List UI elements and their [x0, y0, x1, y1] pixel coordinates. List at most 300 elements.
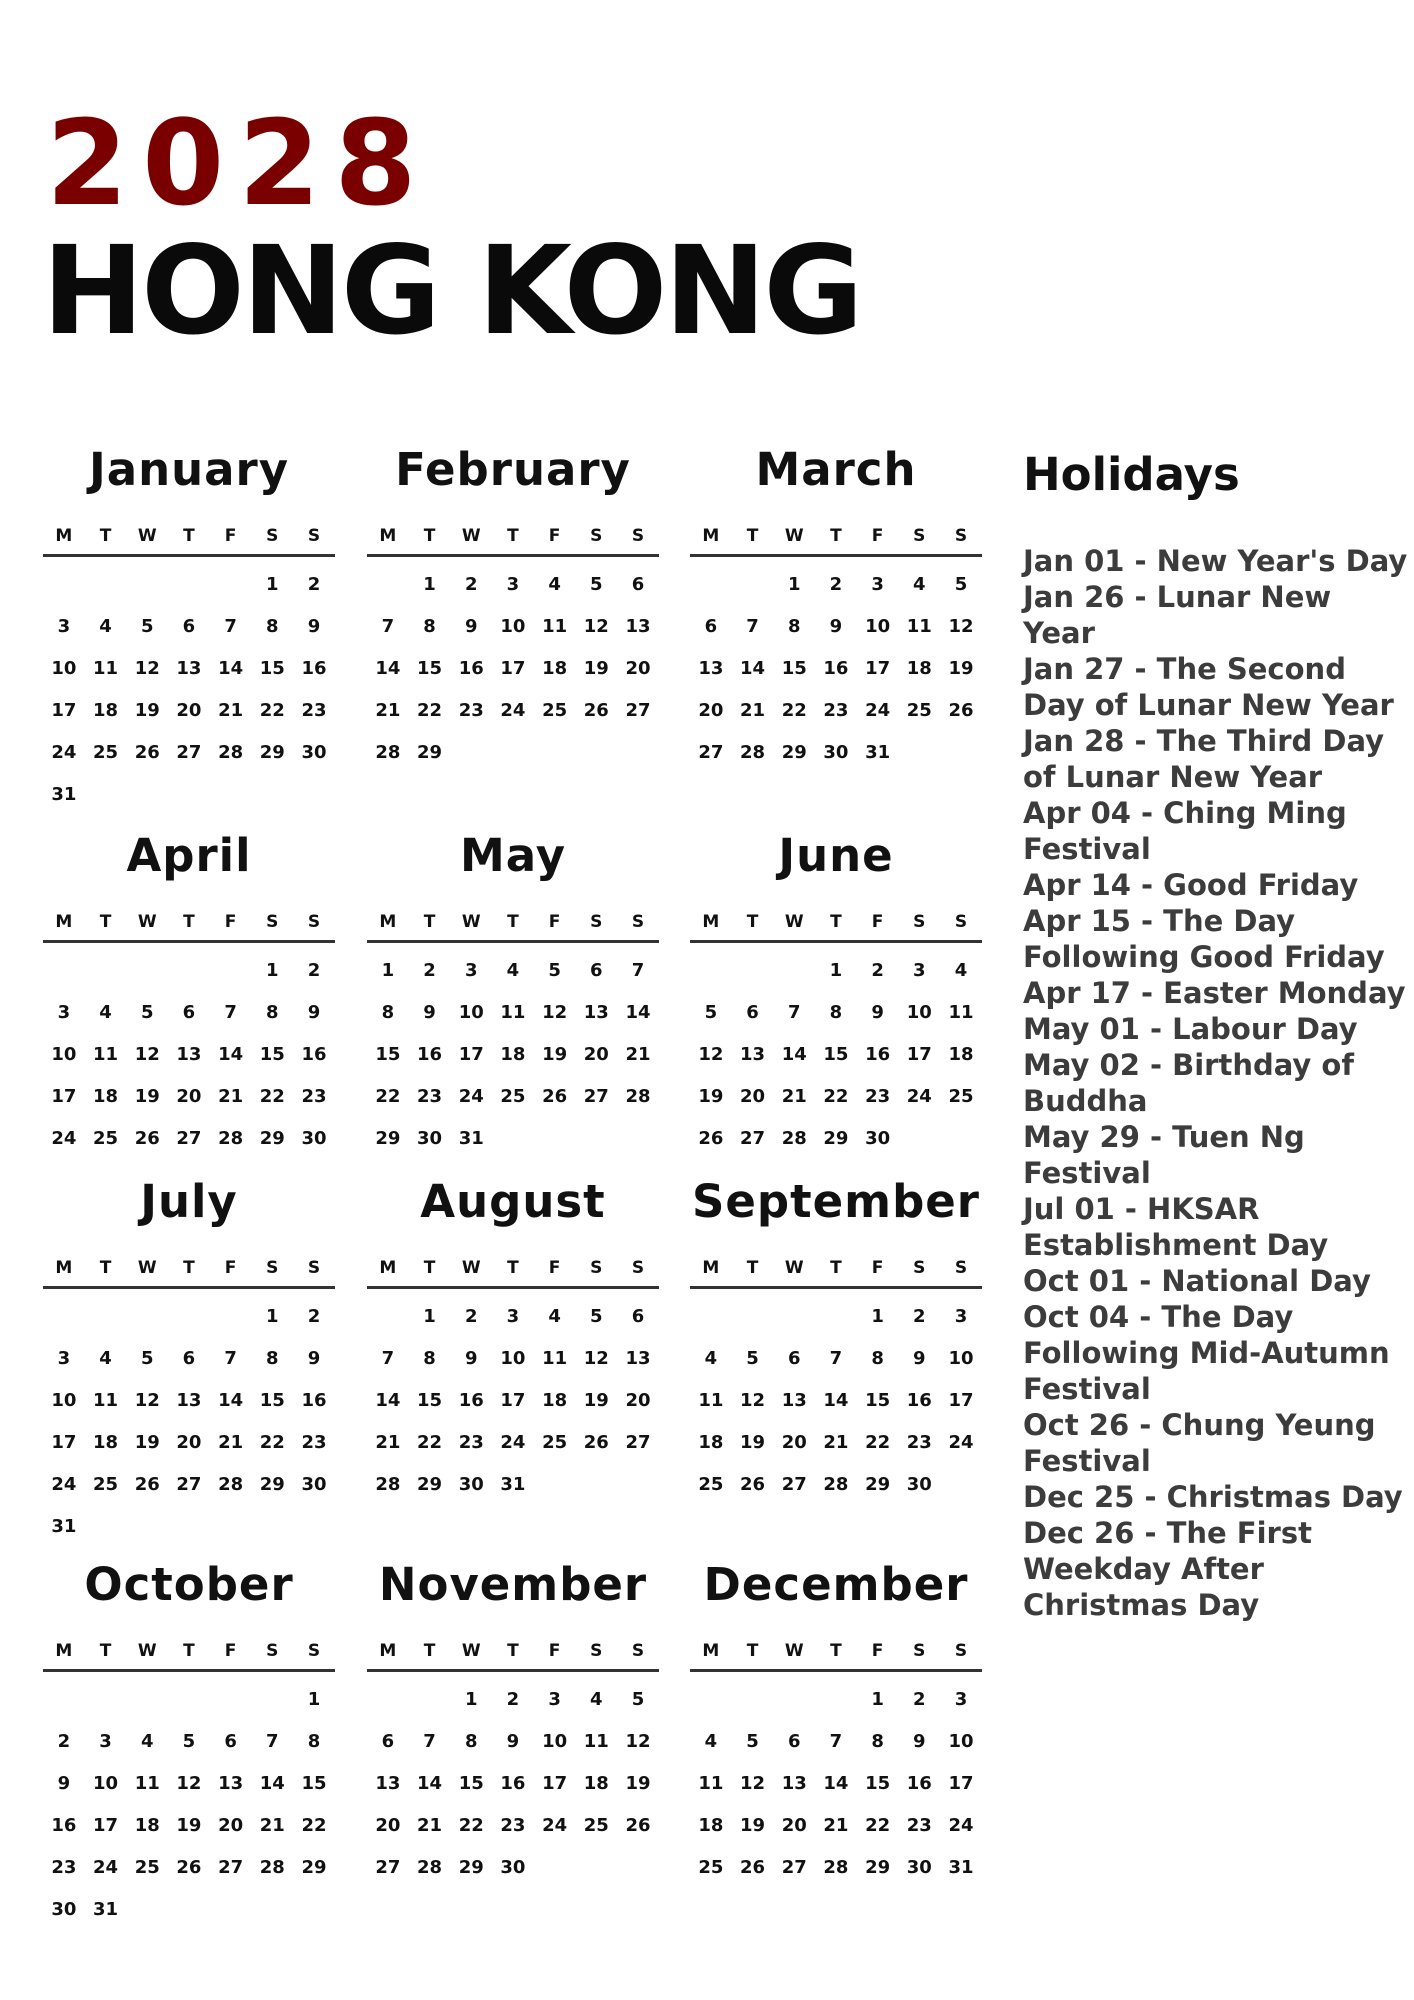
day-cell: 20	[218, 1814, 244, 1836]
day-cell: 13	[781, 1389, 807, 1411]
day-cell: 23	[301, 1431, 327, 1453]
day-cell: 21	[740, 699, 766, 721]
weekday-label: W	[137, 526, 157, 546]
day-cell: 25	[93, 1473, 119, 1495]
day-cell: 12	[740, 1772, 766, 1794]
day-cell: 20	[625, 657, 651, 679]
day-cell: 1	[787, 573, 801, 595]
month-september	[690, 1172, 982, 1505]
day-cell: 31	[51, 1515, 77, 1537]
day-cell: 2	[871, 959, 884, 981]
weekday-label: T	[99, 1641, 112, 1661]
day-cell: 30	[51, 1898, 77, 1920]
day-cell: 23	[906, 1814, 932, 1836]
weekday-label: F	[548, 526, 561, 546]
weekday-label: S	[954, 912, 968, 932]
day-cell: 2	[913, 1688, 926, 1710]
day-cell: 2	[913, 1305, 926, 1327]
day-cell: 23	[51, 1856, 77, 1878]
day-cell: 20	[781, 1431, 807, 1453]
day-cell: 27	[375, 1856, 401, 1878]
header-divider	[367, 1286, 659, 1289]
day-cell: 24	[865, 699, 891, 721]
day-cell: 10	[500, 615, 526, 637]
day-cell: 21	[218, 1431, 244, 1453]
year-heading: 2028	[46, 94, 431, 232]
week-row	[43, 1888, 335, 1930]
weekday-label: W	[461, 1641, 481, 1661]
day-cell: 22	[417, 1431, 443, 1453]
day-cell: 15	[865, 1772, 891, 1794]
day-cell: 6	[182, 1347, 196, 1369]
weekday-label: W	[137, 1258, 157, 1278]
day-cell: 23	[865, 1085, 891, 1107]
header-divider	[690, 554, 982, 557]
day-cell: 17	[93, 1814, 119, 1836]
day-cell: 17	[948, 1389, 974, 1411]
weekday-label: S	[913, 526, 926, 546]
day-cell: 14	[218, 657, 244, 679]
day-cell: 26	[176, 1856, 202, 1878]
weekday-label: F	[548, 1258, 561, 1278]
day-cell: 1	[871, 1305, 884, 1327]
day-cell: 5	[590, 1305, 603, 1327]
day-cell: 13	[218, 1772, 244, 1794]
day-cell: 13	[176, 657, 202, 679]
day-cell: 22	[259, 699, 285, 721]
day-cell: 4	[140, 1730, 154, 1752]
country-heading: HONG KONG	[42, 220, 861, 362]
day-grid	[43, 563, 335, 815]
day-cell: 15	[375, 1043, 401, 1065]
weekday-label: S	[631, 1258, 645, 1278]
day-grid	[367, 1295, 659, 1505]
day-cell: 21	[625, 1043, 651, 1065]
day-cell: 15	[781, 657, 807, 679]
day-cell: 28	[218, 1127, 244, 1149]
day-cell: 17	[906, 1043, 932, 1065]
day-cell: 24	[542, 1814, 568, 1836]
weekday-label: S	[266, 912, 279, 932]
day-cell: 11	[500, 1001, 526, 1023]
day-cell: 27	[625, 1431, 651, 1453]
header-divider	[690, 1286, 982, 1289]
day-cell: 11	[542, 615, 568, 637]
weekday-header	[367, 522, 659, 550]
week-row	[690, 1720, 982, 1762]
day-cell: 30	[417, 1127, 443, 1149]
weekday-label: T	[99, 526, 112, 546]
day-cell: 6	[381, 1730, 395, 1752]
day-cell: 10	[51, 1389, 77, 1411]
day-cell: 12	[134, 1043, 160, 1065]
day-cell: 14	[823, 1389, 849, 1411]
day-cell: 3	[57, 1001, 71, 1023]
weekday-header	[367, 1637, 659, 1665]
day-cell: 22	[375, 1085, 401, 1107]
day-cell: 8	[871, 1347, 884, 1369]
day-cell: 9	[913, 1730, 926, 1752]
day-cell: 4	[99, 1347, 112, 1369]
day-cell: 9	[506, 1730, 520, 1752]
day-cell: 13	[625, 615, 651, 637]
month-march	[690, 440, 982, 773]
week-row	[43, 1421, 335, 1463]
day-cell: 9	[307, 1001, 321, 1023]
day-cell: 24	[458, 1085, 484, 1107]
day-cell: 31	[458, 1127, 484, 1149]
month-name: January	[88, 443, 290, 496]
day-cell: 9	[307, 1347, 321, 1369]
day-cell: 2	[464, 573, 478, 595]
day-cell: 22	[259, 1431, 285, 1453]
day-cell: 19	[948, 657, 974, 679]
day-cell: 24	[51, 741, 77, 763]
weekday-label: F	[871, 1258, 884, 1278]
day-cell: 12	[583, 1347, 609, 1369]
week-row	[43, 605, 335, 647]
day-cell: 24	[948, 1814, 974, 1836]
weekday-label: S	[590, 1641, 603, 1661]
day-cell: 21	[823, 1814, 849, 1836]
day-cell: 7	[829, 1347, 843, 1369]
weekday-label: S	[631, 526, 645, 546]
day-cell: 31	[51, 783, 77, 805]
day-cell: 8	[423, 615, 436, 637]
week-row	[43, 689, 335, 731]
day-cell: 30	[865, 1127, 891, 1149]
week-row	[367, 949, 659, 991]
day-cell: 28	[375, 1473, 401, 1495]
week-row	[690, 731, 982, 773]
day-cell: 16	[458, 1389, 484, 1411]
day-cell: 17	[51, 699, 77, 721]
weekday-label: S	[266, 1641, 279, 1661]
day-cell: 16	[51, 1814, 77, 1836]
week-row	[43, 1846, 335, 1888]
day-cell: 9	[913, 1347, 926, 1369]
day-cell: 28	[823, 1856, 849, 1878]
day-cell: 4	[99, 1001, 112, 1023]
day-cell: 30	[906, 1856, 932, 1878]
weekday-label: T	[507, 526, 519, 546]
day-cell: 28	[218, 741, 244, 763]
day-cell: 21	[375, 1431, 401, 1453]
week-row	[367, 1295, 659, 1337]
day-cell: 12	[698, 1043, 724, 1065]
header-divider	[690, 1669, 982, 1672]
holiday-item: Dec 25 - Christmas Day	[1023, 1480, 1403, 1514]
day-cell: 10	[948, 1730, 974, 1752]
holiday-item: May 29 - Tuen Ng Festival	[1023, 1120, 1305, 1190]
day-cell: 12	[625, 1730, 651, 1752]
weekday-label: F	[548, 912, 561, 932]
day-cell: 10	[948, 1347, 974, 1369]
day-cell: 10	[906, 1001, 932, 1023]
day-cell: 17	[51, 1431, 77, 1453]
week-row	[43, 1678, 335, 1720]
day-cell: 5	[746, 1347, 759, 1369]
day-cell: 18	[93, 1085, 119, 1107]
day-cell: 5	[631, 1688, 645, 1710]
day-cell: 23	[301, 1085, 327, 1107]
day-cell: 2	[307, 1305, 321, 1327]
week-row	[690, 1295, 982, 1337]
day-cell: 7	[829, 1730, 843, 1752]
week-row	[367, 1762, 659, 1804]
day-cell: 1	[266, 959, 279, 981]
day-cell: 5	[746, 1730, 759, 1752]
day-cell: 7	[631, 959, 645, 981]
day-cell: 2	[423, 959, 436, 981]
day-cell: 13	[698, 657, 724, 679]
day-cell: 3	[57, 1347, 71, 1369]
weekday-label: S	[631, 912, 645, 932]
day-grid	[690, 563, 982, 773]
day-cell: 26	[583, 1431, 609, 1453]
holiday-item: Apr 14 - Good Friday	[1023, 868, 1359, 902]
month-name: September	[692, 1175, 980, 1228]
day-cell: 25	[948, 1085, 974, 1107]
holiday-item: Jan 28 - The Third Day of Lunar New Year	[1023, 724, 1385, 794]
day-cell: 6	[631, 573, 645, 595]
day-cell: 24	[906, 1085, 932, 1107]
weekday-label: F	[224, 1641, 237, 1661]
day-cell: 17	[51, 1085, 77, 1107]
day-cell: 3	[871, 573, 884, 595]
day-cell: 2	[57, 1730, 71, 1752]
day-cell: 16	[417, 1043, 443, 1065]
week-row	[43, 949, 335, 991]
day-cell: 19	[134, 1431, 160, 1453]
header-divider	[43, 1669, 335, 1672]
day-cell: 18	[93, 1431, 119, 1453]
day-cell: 17	[500, 657, 526, 679]
weekday-label: T	[423, 1641, 436, 1661]
day-cell: 7	[224, 1001, 237, 1023]
weekday-label: W	[784, 1258, 804, 1278]
day-cell: 8	[871, 1730, 884, 1752]
day-cell: 20	[583, 1043, 609, 1065]
month-november	[367, 1555, 659, 1888]
weekday-label: T	[99, 1258, 112, 1278]
day-cell: 28	[259, 1856, 285, 1878]
week-row	[690, 689, 982, 731]
day-cell: 6	[182, 615, 196, 637]
day-cell: 30	[823, 741, 849, 763]
week-row	[690, 1117, 982, 1159]
day-cell: 16	[906, 1389, 932, 1411]
day-cell: 10	[500, 1347, 526, 1369]
header-divider	[367, 940, 659, 943]
day-cell: 1	[871, 1688, 884, 1710]
day-cell: 12	[134, 657, 160, 679]
day-cell: 9	[423, 1001, 436, 1023]
day-cell: 15	[259, 1389, 285, 1411]
day-cell: 11	[134, 1772, 160, 1794]
week-row	[367, 1846, 659, 1888]
day-cell: 14	[417, 1772, 443, 1794]
week-row	[690, 605, 982, 647]
day-grid	[43, 1678, 335, 1930]
day-cell: 4	[590, 1688, 603, 1710]
weekday-label: S	[913, 912, 926, 932]
day-cell: 21	[218, 1085, 244, 1107]
day-cell: 29	[259, 1127, 285, 1149]
day-cell: 13	[176, 1043, 202, 1065]
holiday-list	[1023, 543, 1408, 1623]
day-cell: 26	[542, 1085, 568, 1107]
weekday-label: F	[224, 526, 237, 546]
weekday-label: S	[307, 1641, 321, 1661]
day-cell: 27	[740, 1127, 766, 1149]
day-grid	[43, 949, 335, 1159]
day-cell: 25	[542, 699, 568, 721]
weekday-header	[43, 1637, 335, 1665]
weekday-label: M	[702, 912, 720, 932]
day-cell: 11	[698, 1389, 724, 1411]
day-cell: 10	[865, 615, 891, 637]
day-cell: 11	[93, 1043, 119, 1065]
weekday-header	[690, 522, 982, 550]
weekday-label: F	[871, 526, 884, 546]
day-cell: 1	[307, 1688, 321, 1710]
week-row	[43, 1720, 335, 1762]
day-cell: 26	[740, 1856, 766, 1878]
day-cell: 27	[583, 1085, 609, 1107]
weekday-label: T	[746, 912, 759, 932]
day-cell: 14	[259, 1772, 285, 1794]
holiday-item: Jan 01 - New Year's Day	[1023, 544, 1408, 578]
day-cell: 10	[51, 657, 77, 679]
day-cell: 3	[548, 1688, 561, 1710]
weekday-label: W	[784, 912, 804, 932]
week-row	[690, 1379, 982, 1421]
day-cell: 18	[906, 657, 932, 679]
week-row	[690, 647, 982, 689]
week-row	[43, 1463, 335, 1505]
weekday-label: M	[379, 1258, 397, 1278]
week-row	[367, 647, 659, 689]
day-cell: 19	[176, 1814, 202, 1836]
weekday-label: T	[183, 1258, 195, 1278]
day-cell: 28	[740, 741, 766, 763]
month-april	[43, 826, 335, 1159]
day-cell: 21	[259, 1814, 285, 1836]
day-cell: 11	[583, 1730, 609, 1752]
day-cell: 19	[583, 657, 609, 679]
day-cell: 24	[948, 1431, 974, 1453]
week-row	[43, 1075, 335, 1117]
day-grid	[43, 1295, 335, 1547]
weekday-label: S	[590, 1258, 603, 1278]
day-cell: 9	[464, 615, 478, 637]
weekday-label: F	[871, 1641, 884, 1661]
day-grid	[367, 949, 659, 1159]
day-cell: 8	[829, 1001, 843, 1023]
day-cell: 13	[781, 1772, 807, 1794]
weekday-label: M	[55, 526, 73, 546]
day-cell: 22	[823, 1085, 849, 1107]
day-cell: 9	[307, 615, 321, 637]
holiday-item: Jul 01 - HKSAR Establishment Day	[1023, 1192, 1329, 1262]
day-grid	[367, 563, 659, 773]
day-cell: 8	[787, 615, 801, 637]
day-cell: 11	[93, 1389, 119, 1411]
day-cell: 4	[506, 959, 520, 981]
day-cell: 7	[787, 1001, 801, 1023]
week-row	[367, 1033, 659, 1075]
week-row	[367, 605, 659, 647]
day-cell: 27	[625, 699, 651, 721]
weekday-label: M	[379, 1641, 397, 1661]
week-row	[43, 647, 335, 689]
day-cell: 18	[583, 1772, 609, 1794]
weekday-label: W	[461, 912, 481, 932]
day-cell: 15	[417, 657, 443, 679]
week-row	[690, 1678, 982, 1720]
day-cell: 5	[704, 1001, 718, 1023]
month-name: December	[703, 1558, 969, 1611]
day-cell: 14	[781, 1043, 807, 1065]
day-cell: 16	[458, 657, 484, 679]
day-cell: 30	[500, 1856, 526, 1878]
day-cell: 23	[458, 1431, 484, 1453]
week-row	[690, 1075, 982, 1117]
day-cell: 31	[500, 1473, 526, 1495]
holiday-item: Oct 01 - National Day	[1023, 1264, 1371, 1298]
week-row	[367, 1337, 659, 1379]
day-cell: 9	[464, 1347, 478, 1369]
week-row	[367, 1804, 659, 1846]
weekday-label: M	[702, 526, 720, 546]
day-cell: 21	[781, 1085, 807, 1107]
week-row	[690, 1033, 982, 1075]
day-cell: 31	[948, 1856, 974, 1878]
day-cell: 19	[542, 1043, 568, 1065]
holidays-title: Holidays	[1023, 448, 1240, 501]
week-row	[690, 991, 982, 1033]
day-cell: 20	[176, 1085, 202, 1107]
weekday-label: T	[183, 526, 195, 546]
day-cell: 25	[93, 1127, 119, 1149]
day-cell: 16	[301, 657, 327, 679]
weekday-header	[43, 1254, 335, 1282]
week-row	[43, 1762, 335, 1804]
day-cell: 29	[417, 741, 443, 763]
day-cell: 5	[954, 573, 968, 595]
day-cell: 27	[698, 741, 724, 763]
day-cell: 22	[458, 1814, 484, 1836]
day-cell: 24	[93, 1856, 119, 1878]
header-divider	[43, 1286, 335, 1289]
week-row	[367, 1678, 659, 1720]
day-cell: 16	[500, 1772, 526, 1794]
day-cell: 6	[631, 1305, 645, 1327]
day-cell: 26	[134, 1473, 160, 1495]
day-cell: 24	[51, 1473, 77, 1495]
header-divider	[43, 554, 335, 557]
day-cell: 25	[698, 1473, 724, 1495]
header-divider	[367, 554, 659, 557]
day-cell: 12	[176, 1772, 202, 1794]
day-cell: 21	[218, 699, 244, 721]
day-cell: 25	[698, 1856, 724, 1878]
day-cell: 20	[176, 699, 202, 721]
day-cell: 30	[458, 1473, 484, 1495]
day-cell: 15	[259, 657, 285, 679]
day-cell: 24	[500, 699, 526, 721]
